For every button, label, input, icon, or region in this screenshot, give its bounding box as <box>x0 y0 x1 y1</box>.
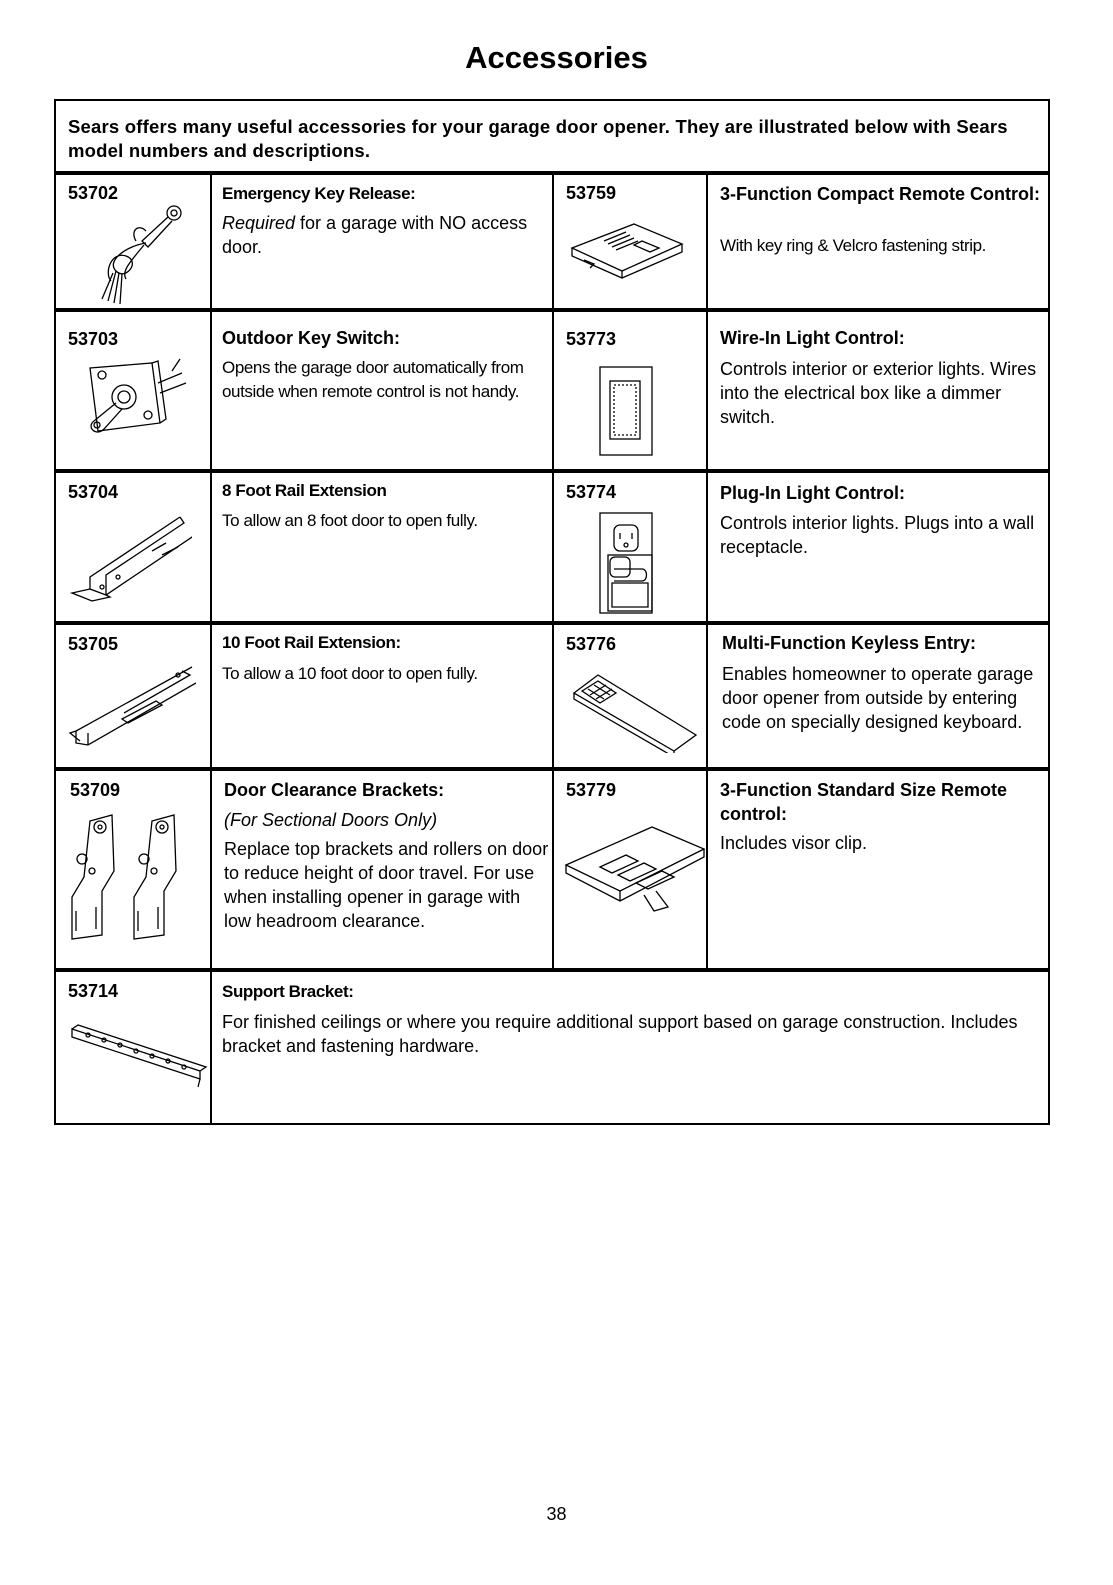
key-release-icon <box>86 201 196 306</box>
model-number: 53759 <box>566 183 617 203</box>
product-description: Enables homeowner to operate garage door opener from outside by entering code on specially designed keyboard. <box>722 664 1034 732</box>
product-description: Opens the garage door automatically from outside when remote control is not handy. <box>222 358 524 401</box>
rail-extension-icon <box>62 509 192 604</box>
compact-remote-icon <box>564 216 689 281</box>
column-divider <box>552 173 554 970</box>
model-number: 53776 <box>566 634 617 654</box>
product-description: To allow a 10 foot door to open fully. <box>222 664 478 683</box>
page-title: Accessories <box>465 40 648 75</box>
product-title: Outdoor Key Switch: <box>222 328 401 348</box>
keypad-icon <box>568 671 708 753</box>
product-title: Wire-In Light Control: <box>720 328 905 348</box>
rail-extension-icon <box>66 661 196 753</box>
product-title: Support Bracket: <box>222 982 354 1001</box>
product-description: Controls interior lights. Plugs into a wall receptacle. <box>720 513 1035 557</box>
column-divider <box>210 173 212 1125</box>
wall-switch-icon <box>596 365 656 457</box>
product-description: To allow an 8 foot door to open fully. <box>222 511 478 530</box>
product-title: 3-Function Standard Size Remote control: <box>720 780 1008 824</box>
product-description: Required for a garage with NO access door. <box>222 213 528 257</box>
model-number: 53774 <box>566 482 617 502</box>
model-number: 53703 <box>68 329 119 349</box>
support-bracket-icon <box>68 1019 208 1089</box>
product-description: Includes visor clip. <box>720 833 868 853</box>
product-description: Controls interior or exterior lights. Wires into the electrical box like a dimmer switch. <box>720 359 1037 427</box>
model-number: 53773 <box>566 329 617 349</box>
page-number: 38 <box>546 1504 567 1524</box>
product-title: 8 Foot Rail Extension <box>222 481 387 500</box>
product-title: Door Clearance Brackets: <box>224 780 445 800</box>
product-description: Replace top brackets and rollers on door to reduce height of door travel. For use when installing opener in garage with low headroom clearance. <box>224 839 549 931</box>
model-number: 53705 <box>68 634 119 654</box>
product-title: 10 Foot Rail Extension: <box>222 633 401 652</box>
product-title: 3-Function Compact Remote Control: <box>720 184 1040 204</box>
standard-remote-icon <box>560 819 710 913</box>
accessories-table <box>54 99 1050 1125</box>
key-switch-icon <box>72 353 197 443</box>
product-title: Plug-In Light Control: <box>720 483 905 503</box>
product-title: Multi-Function Keyless Entry: <box>722 633 977 653</box>
model-number: 53714 <box>68 981 119 1001</box>
product-description: With key ring & Velcro fastening strip. <box>720 236 986 255</box>
intro-text: Sears offers many useful accessories for your garage door opener. They are illustrated below with Sears model numbers and descriptions. <box>68 116 1008 161</box>
product-description: For finished ceilings or where you require additional support based on garage construction. Includes bracket and fastening hardware. <box>222 1012 1018 1056</box>
model-number: 53702 <box>68 183 119 203</box>
model-number: 53779 <box>566 780 617 800</box>
plug-in-control-icon <box>592 511 662 617</box>
product-note: (For Sectional Doors Only) <box>224 810 438 830</box>
product-title: Emergency Key Release: <box>222 184 416 203</box>
model-number: 53709 <box>70 780 121 800</box>
clearance-brackets-icon <box>62 811 207 946</box>
model-number: 53704 <box>68 482 119 502</box>
